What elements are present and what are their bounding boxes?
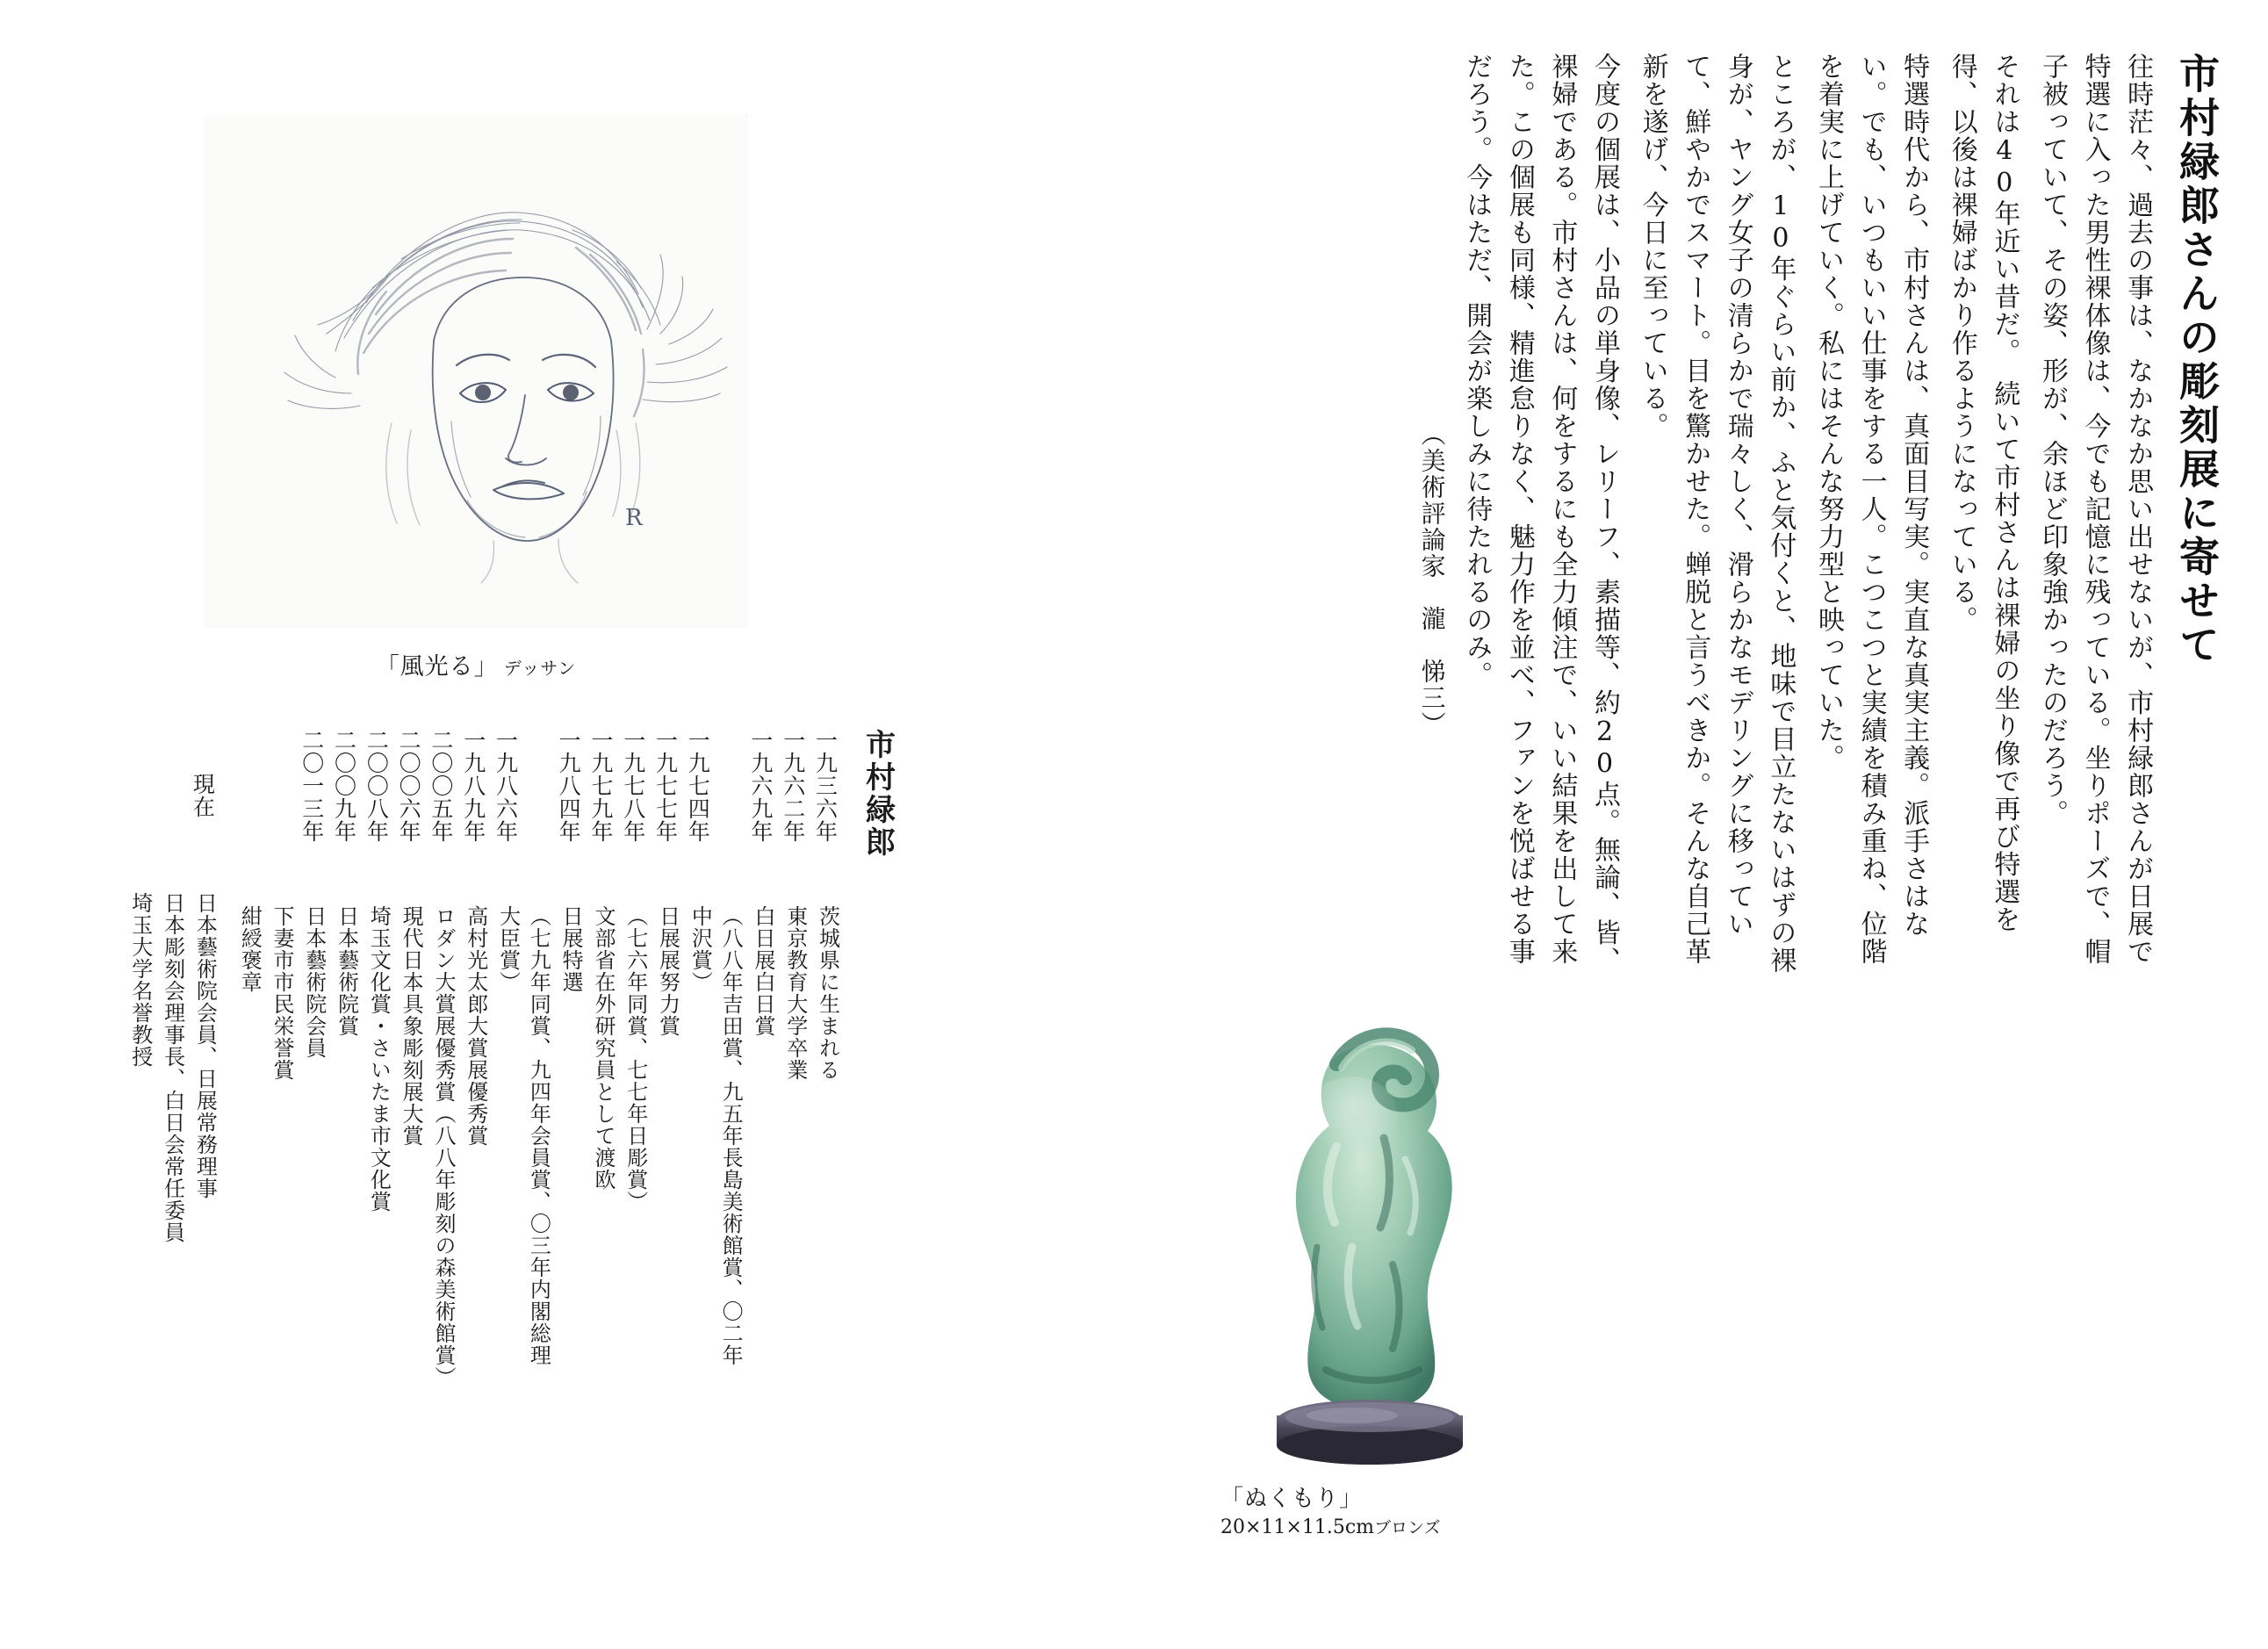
- bio-current-entry: [157, 729, 188, 1384]
- bio-current-entry: [190, 729, 220, 1384]
- bronze-block: [1220, 983, 1510, 1541]
- bio-entry: [266, 729, 297, 1379]
- bio-entry: [364, 729, 394, 1379]
- bio-year: 一九七八年: [620, 729, 646, 843]
- bio-year: 二〇〇九年: [331, 729, 357, 843]
- bio-year: 一九三六年: [812, 729, 839, 843]
- bio-year: 一九八四年: [556, 729, 582, 843]
- bio-text: 文部省在外研究員として渡欧: [590, 905, 616, 1191]
- drawing-caption-title: 「風光る」: [375, 653, 499, 680]
- biography-section: [123, 729, 900, 1396]
- drawing-block: [204, 114, 748, 681]
- bio-current-label: 現在: [190, 773, 216, 818]
- bio-text: 紺綬褒章: [237, 905, 263, 993]
- drawing-caption-medium: デッサン: [503, 658, 577, 679]
- bio-entry: [812, 729, 843, 1379]
- essay-paragraph: 特選時代から、市村さんは、真面目写実。実直な真実主義。派手さはない。でも、いつもいい仕事をする一人。こつこつと実績を積み重ね、位階を着実に上げていく。私にはそんな努力型と映っていた。: [1812, 53, 1930, 966]
- essay-title: 市村緑郎さんの彫刻展に寄せて: [2173, 53, 2221, 667]
- bio-current-line: 日本藝術院会員、日展常務理事: [192, 892, 218, 1199]
- bio-text: 埼玉文化賞・さいたま市文化賞: [366, 905, 392, 1213]
- bronze-image: [1220, 983, 1510, 1475]
- bio-year: 二〇〇八年: [364, 729, 390, 843]
- bio-text: （七六年同賞、七七年日彫賞）: [623, 905, 648, 1213]
- bronze-dimensions: [1220, 1515, 1510, 1541]
- bio-entry: [652, 729, 683, 1379]
- bio-text: （八八年吉田賞、九五年長島美術館賞、〇二年中沢賞）: [688, 905, 744, 1366]
- bio-entry: [620, 729, 651, 1379]
- bio-text: ロダン大賞展優秀賞（八八年彫刻の森美術館賞）: [430, 905, 456, 1388]
- bio-entry: [685, 729, 746, 1379]
- bio-text: 白日展白日賞: [750, 905, 775, 1037]
- bio-text: 日展展努力賞: [655, 905, 680, 1037]
- bio-entry: [331, 729, 362, 1379]
- essay-paragraph: それは40年近い昔だ。 続いて市村さんは裸婦の坐り像で再び特選を得、以後は裸婦ばかり作るようになっている。: [1946, 53, 2020, 933]
- bronze-size-text: 20×11×11.5cm: [1220, 1516, 1375, 1539]
- essay-byline: （美術評論家 瀧 悌三）: [1417, 421, 1447, 738]
- bio-entry: [780, 729, 810, 1379]
- essay-paragraph: 今度の個展は、小品の単身像、レリーフ、素描等、約20点。無論、皆、裸婦である。市村さんは、何をするにも全力傾注で、いい結果を出して来た。この個展も同様、精進怠りなく、魅力作を並べ、ファンを悦ばせる事だろう。今はただ、開会が楽しみに待たれるのみ。: [1461, 53, 1620, 975]
- bio-entry: [587, 729, 618, 1379]
- bio-text: 東京教育大学卒業: [782, 905, 808, 1081]
- bio-year: 一九七七年: [652, 729, 679, 843]
- drawing-signature: R: [625, 505, 643, 531]
- bio-entry: [234, 729, 264, 1379]
- bio-text: 日展特選: [558, 905, 584, 993]
- bio-current-entry: [125, 729, 155, 1384]
- bio-year: 二〇〇六年: [396, 729, 422, 843]
- bio-year: 一九八六年: [493, 729, 519, 843]
- bio-entry: [747, 729, 778, 1379]
- bio-year: 二〇一三年: [299, 729, 325, 843]
- bronze-material: ブロンズ: [1374, 1518, 1441, 1538]
- bronze-caption: [1220, 1484, 1510, 1541]
- biography-rows: [123, 729, 843, 1388]
- bio-text: 下妻市市民栄誉賞: [269, 905, 294, 1081]
- bio-current-line: 日本彫刻会理事長、白日会常任委員: [160, 892, 185, 1243]
- bio-text: 日本藝術院会員: [301, 905, 327, 1059]
- bio-year: 二〇〇五年: [428, 729, 454, 843]
- bio-year: 一九六二年: [780, 729, 806, 843]
- essay-paragraph: ところが、10年ぐらい前か、ふと気付くと、地味で目立たないはずの裸身が、ヤング女子の清らかで瑞々しく、滑らかなモデリングに移っていて、鮮やかでスマート。目を驚かせた。蝉脱と言うべきか。そんな自己革新を遂げ、今日に至っている。: [1637, 53, 1796, 975]
- bio-text: （七九年同賞、九四年会員賞、〇三年内閣総理大臣賞）: [495, 905, 551, 1366]
- essay-section: [1406, 53, 2226, 1019]
- bio-year: 一九七九年: [587, 729, 614, 843]
- bio-entry: [460, 729, 491, 1379]
- bronze-caption-title: 「ぬくもり」: [1220, 1486, 1364, 1512]
- bio-current-line: 埼玉大学名誉教授: [127, 892, 153, 1068]
- bio-text: 高村光太郎大賞展優秀賞: [463, 905, 488, 1147]
- bio-entry: [428, 729, 458, 1388]
- bio-year: 一九八九年: [460, 729, 486, 843]
- bio-entry: [299, 729, 329, 1379]
- bio-year: 一九六九年: [747, 729, 774, 843]
- bio-year: 一九七四年: [685, 729, 711, 843]
- bio-text: 茨城県に生まれる: [815, 905, 840, 1081]
- bio-entry: [555, 729, 586, 1379]
- drawing-image: [204, 114, 748, 628]
- artist-name: 市村緑郎: [860, 729, 896, 859]
- essay-paragraph: 往時茫々、過去の事は、なかなか思い出せないが、市村緑郎さんが日展で特選に入った男性裸体像は、今でも記憶に残っている。坐りポーズで、帽子被っていて、その姿、形が、余ほど印象強かったのだろう。: [2036, 53, 2154, 966]
- drawing-caption: [204, 647, 748, 681]
- bio-entry: [493, 729, 554, 1379]
- bio-text: 日本藝術院賞: [334, 905, 359, 1037]
- bio-entry: [395, 729, 426, 1379]
- bio-text: 現代日本具象彫刻展大賞: [399, 905, 424, 1147]
